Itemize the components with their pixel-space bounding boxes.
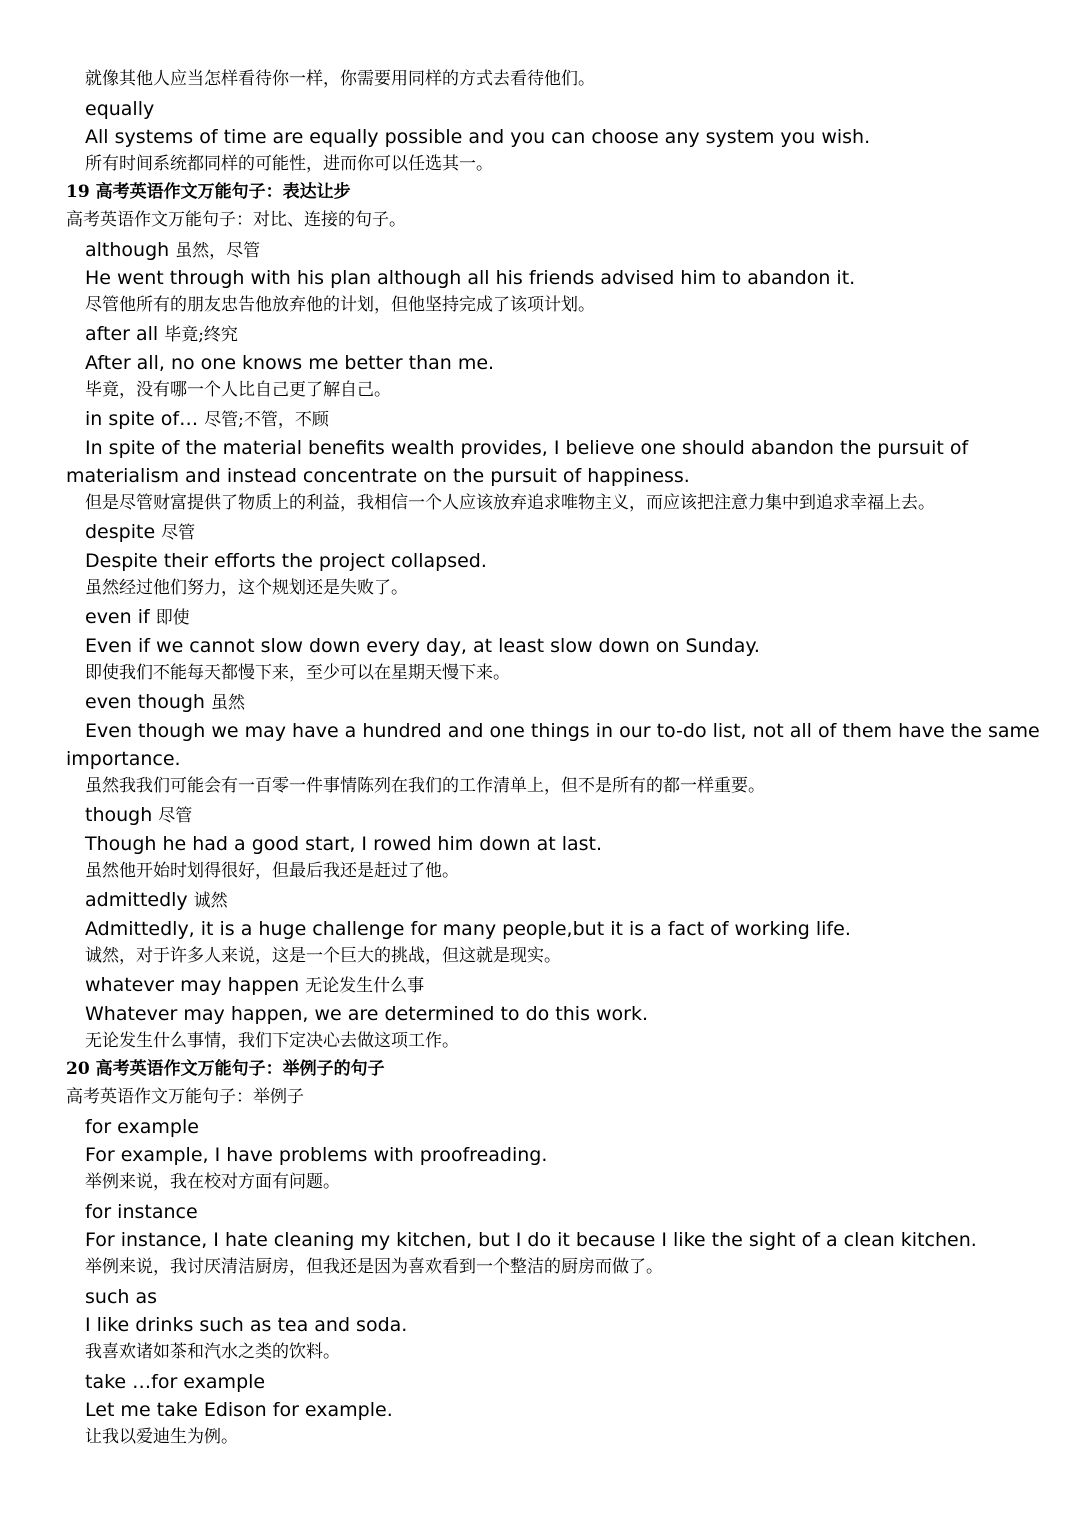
section-heading: 19 高考英语作文万能句子：表达让步 [66, 182, 351, 202]
translation-line: 虽然他开始时划得很好，但最后我还是赶过了他。 [85, 861, 459, 881]
translation-line: 虽然经过他们努力，这个规划还是失败了。 [85, 578, 408, 598]
example-sentence: Even if we cannot slow down every day, at least slow down on Sunday. [85, 635, 760, 657]
section-subheading: 高考英语作文万能句子：对比、连接的句子。 [66, 210, 406, 230]
term: whatever may happen [85, 974, 300, 996]
example-sentence: Whatever may happen, we are determined to do this work. [85, 1003, 649, 1025]
term-gloss: 即使 [155, 608, 190, 628]
term-line [85, 806, 192, 825]
translation-line: 举例来说，我讨厌清洁厨房，但我还是因为喜欢看到一个整洁的厨房而做了。 [85, 1257, 663, 1277]
term-line [85, 523, 195, 542]
example-sentence: I like drinks such as tea and soda. [85, 1314, 408, 1336]
translation-line: 就像其他人应当怎样看待你一样，你需要用同样的方式去看待他们。 [85, 69, 595, 89]
example-sentence: He went through with his plan although all his friends advised him to abandon it. [85, 267, 856, 289]
term-line: equally [85, 98, 155, 120]
example-sentence-continued: materialism and instead concentrate on the pursuit of happiness. [66, 465, 690, 487]
example-sentence: For example, I have problems with proofreading. [85, 1144, 548, 1166]
term-gloss: 尽管 [158, 806, 193, 826]
term-line: take …for example [85, 1371, 266, 1393]
term-line: for example [85, 1116, 199, 1138]
term-line [85, 410, 329, 429]
example-sentence: Admittedly, it is a huge challenge for many people,but it is a fact of working life. [85, 918, 851, 940]
example-sentence: All systems of time are equally possible and you can choose any system you wish. [85, 126, 871, 148]
term-line [85, 325, 238, 344]
term-line [85, 608, 190, 627]
term-gloss: 尽管 [161, 523, 196, 543]
term-gloss: 尽管;不管，不顾 [204, 410, 329, 430]
example-sentence: After all, no one knows me better than me. [85, 352, 495, 374]
example-sentence: In spite of the material benefits wealth provides, I believe one should abandon the pursuit of [85, 437, 969, 459]
section-subheading: 高考英语作文万能句子：举例子 [66, 1087, 304, 1107]
example-sentence: Despite their efforts the project collapsed. [85, 550, 487, 572]
term-gloss: 诚然 [193, 891, 228, 911]
term: even if [85, 606, 150, 628]
term-gloss: 毕竟;终究 [164, 325, 238, 345]
term-line: such as [85, 1286, 158, 1308]
translation-line: 即使我们不能每天都慢下来，至少可以在星期天慢下来。 [85, 663, 510, 683]
example-sentence: Even though we may have a hundred and one things in our to-do list, not all of them have the same [85, 720, 1040, 742]
section-heading: 20 高考英语作文万能句子：举例子的句子 [66, 1059, 385, 1079]
term: though [85, 804, 153, 826]
term-line [85, 241, 260, 260]
term-line: for instance [85, 1201, 198, 1223]
translation-line: 虽然我我们可能会有一百零一件事情陈列在我们的工作清单上，但不是所有的都一样重要。 [85, 776, 765, 796]
example-sentence-continued: importance. [66, 748, 181, 770]
translation-line: 我喜欢诸如茶和汽水之类的饮料。 [85, 1342, 340, 1362]
term-line [85, 693, 245, 712]
term-line [85, 891, 228, 910]
term: in spite of… [85, 408, 199, 430]
example-sentence: Let me take Edison for example. [85, 1399, 393, 1421]
translation-line: 无论发生什么事情，我们下定决心去做这项工作。 [85, 1031, 459, 1051]
term: after all [85, 323, 159, 345]
translation-line: 举例来说，我在校对方面有问题。 [85, 1172, 340, 1192]
term: despite [85, 521, 156, 543]
term-gloss: 无论发生什么事 [305, 976, 425, 996]
translation-line: 但是尽管财富提供了物质上的利益，我相信一个人应该放弃追求唯物主义，而应该把注意力集中到追求幸福上去。 [85, 493, 935, 513]
translation-line: 让我以爱迪生为例。 [85, 1427, 238, 1447]
term: even though [85, 691, 205, 713]
term-gloss: 虽然，尽管 [175, 241, 261, 261]
example-sentence: For instance, I hate cleaning my kitchen, but I do it because I like the sight of a clean kitchen. [85, 1229, 977, 1251]
translation-line: 尽管他所有的朋友忠告他放弃他的计划，但他坚持完成了该项计划。 [85, 295, 595, 315]
term: admittedly [85, 889, 188, 911]
term: although [85, 239, 170, 261]
translation-line: 所有时间系统都同样的可能性，进而你可以任选其一。 [85, 154, 493, 174]
term-gloss: 虽然 [210, 693, 245, 713]
translation-line: 毕竟，没有哪一个人比自己更了解自己。 [85, 380, 391, 400]
translation-line: 诚然，对于许多人来说，这是一个巨大的挑战，但这就是现实。 [85, 946, 561, 966]
example-sentence: Though he had a good start, I rowed him down at last. [85, 833, 603, 855]
term-line [85, 976, 424, 995]
